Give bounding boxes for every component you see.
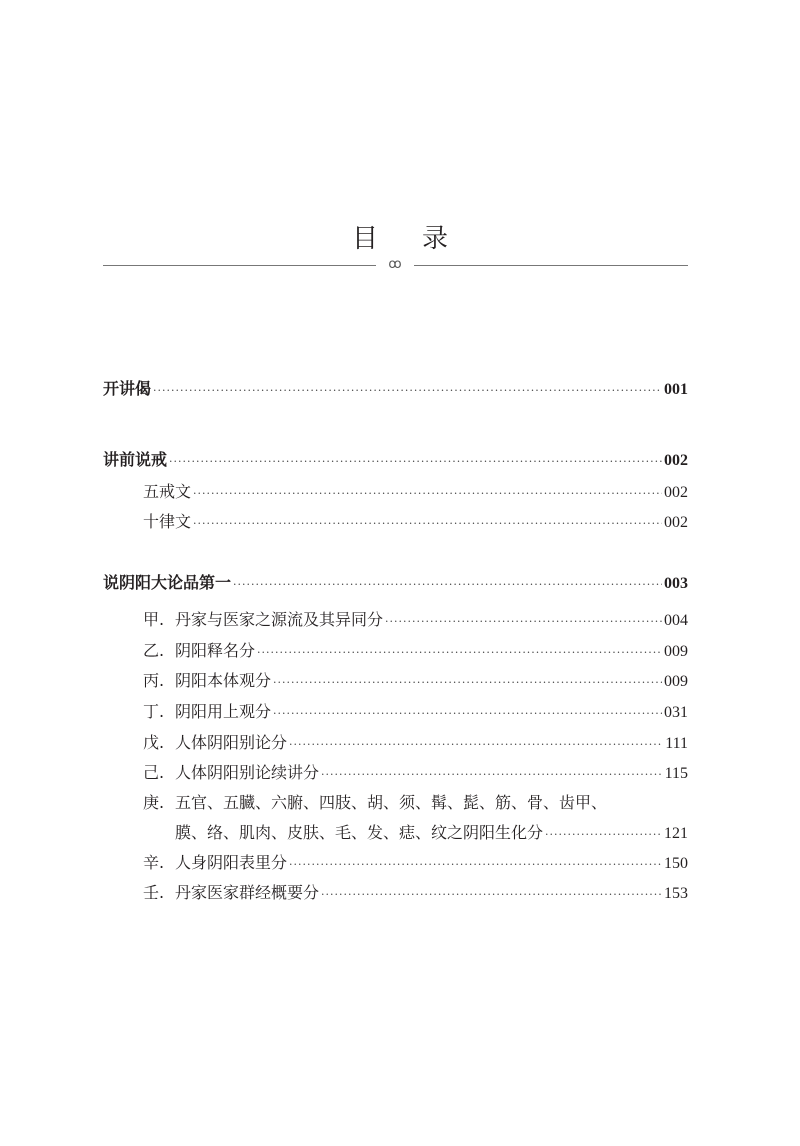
toc-mark: 庚. — [143, 793, 165, 812]
dot-leader — [273, 703, 662, 725]
toc-subentry[interactable] — [143, 762, 688, 784]
toc-label: 人体阴阳别论续讲分 — [175, 763, 320, 782]
page-number: 001 — [664, 381, 688, 398]
dot-leader — [321, 764, 663, 786]
dot-leader — [169, 451, 662, 473]
toc-label: 十律文 — [143, 512, 192, 531]
page-number: 121 — [664, 825, 688, 842]
toc-label: 说阴阳大论品第一 — [103, 573, 232, 592]
toc-label: 讲前说戒 — [103, 450, 168, 469]
page-number: 002 — [664, 452, 688, 469]
toc-subentry[interactable] — [143, 732, 688, 754]
toc-subentry[interactable] — [143, 511, 688, 533]
toc-subentry-continuation[interactable] — [175, 822, 688, 844]
toc-mark: 丁. — [143, 702, 165, 721]
toc-subentry[interactable] — [143, 792, 688, 814]
page-number: 004 — [664, 612, 688, 629]
toc-label: 膜、络、肌肉、皮肤、毛、发、痣、纹之阴阳生化分 — [175, 823, 544, 842]
page-number: 150 — [664, 855, 688, 872]
toc-mark: 戊. — [143, 733, 165, 752]
toc-label: 阴阳用上观分 — [175, 702, 272, 721]
toc-mark: 甲. — [143, 610, 165, 629]
toc-mark: 辛. — [143, 853, 165, 872]
toc-entry[interactable] — [103, 378, 688, 400]
toc-subentry[interactable] — [143, 609, 688, 631]
toc-label: 开讲偈 — [103, 379, 152, 398]
page-number: 153 — [664, 885, 688, 902]
toc-label: 阴阳本体观分 — [175, 671, 272, 690]
dot-leader — [257, 642, 662, 664]
page-number: 002 — [664, 514, 688, 531]
toc-label: 丹家医家群经概要分 — [175, 883, 320, 902]
dot-leader — [273, 672, 662, 694]
toc-label: 丹家与医家之源流及其异同分 — [175, 610, 384, 629]
dot-leader — [321, 884, 662, 906]
page-number: 009 — [664, 643, 688, 660]
toc-entry[interactable] — [103, 449, 688, 471]
toc-subentry[interactable] — [143, 670, 688, 692]
page-number: 002 — [664, 484, 688, 501]
dot-leader — [289, 854, 662, 876]
dot-leader — [545, 824, 662, 846]
page-number: 111 — [665, 735, 688, 752]
dot-leader — [153, 380, 662, 402]
toc-subentry[interactable] — [143, 481, 688, 503]
page-title — [0, 218, 800, 255]
ornament-icon: ꝏ — [388, 257, 402, 272]
toc-subentry[interactable] — [143, 882, 688, 904]
divider-right — [414, 265, 688, 266]
toc-label: 人体阴阳别论分 — [175, 733, 288, 752]
toc-subentry[interactable] — [143, 640, 688, 662]
toc-mark: 壬. — [143, 883, 165, 902]
dot-leader — [193, 513, 662, 535]
toc-mark: 己. — [143, 763, 165, 782]
toc-label: 人身阴阳表里分 — [175, 853, 288, 872]
title-char: 目 — [351, 224, 378, 254]
page-number: 003 — [664, 575, 688, 592]
page-number: 115 — [664, 765, 688, 782]
dot-leader — [193, 483, 662, 505]
toc-mark: 乙. — [143, 641, 165, 660]
toc-label: 阴阳释名分 — [175, 641, 256, 660]
toc-label: 五官、五臓、六腑、四肢、胡、须、髯、髭、筋、骨、齿甲、 — [175, 793, 608, 812]
title-char: 录 — [422, 224, 449, 254]
toc-mark: 丙. — [143, 671, 165, 690]
page-number: 009 — [664, 673, 688, 690]
toc-subentry[interactable] — [143, 852, 688, 874]
toc-subentry[interactable] — [143, 701, 688, 723]
dot-leader — [385, 611, 662, 633]
dot-leader — [289, 734, 663, 756]
divider-left — [103, 265, 376, 266]
page-number: 031 — [664, 704, 688, 721]
dot-leader — [233, 574, 662, 596]
toc-label: 五戒文 — [143, 482, 192, 501]
toc-entry[interactable] — [103, 572, 688, 594]
